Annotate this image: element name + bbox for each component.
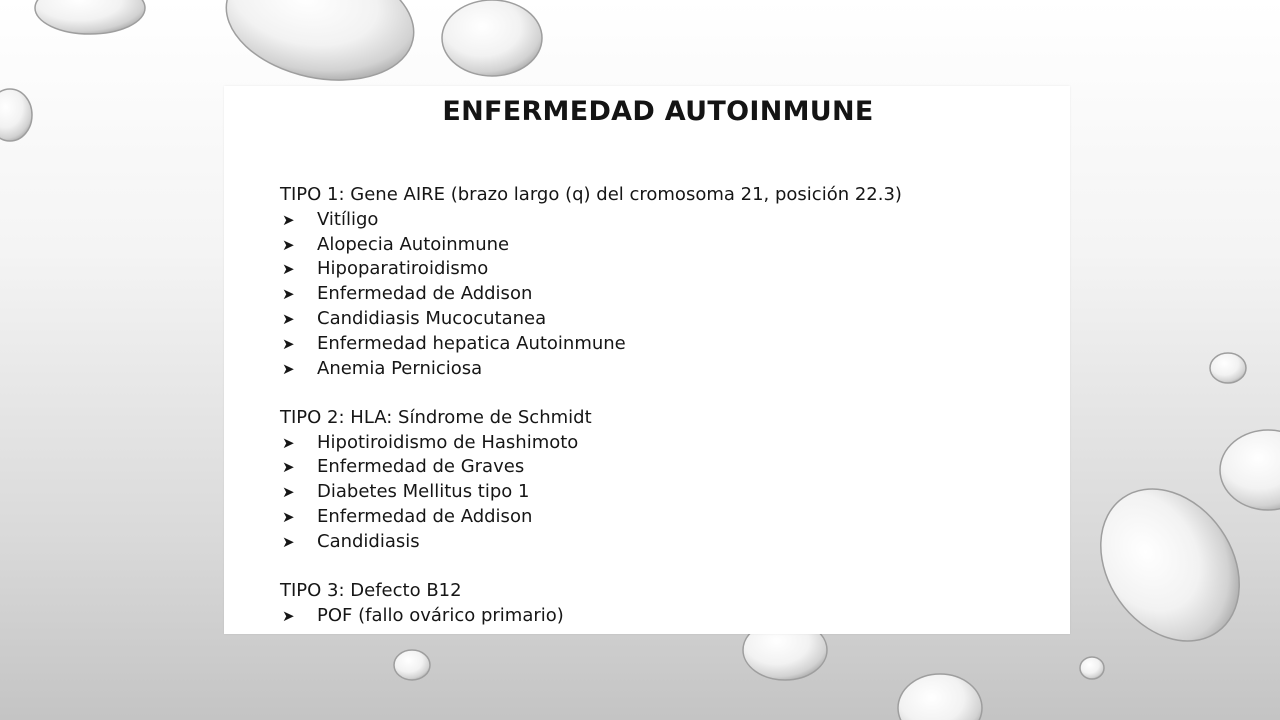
list-item-label: Vitíligo [317,208,379,230]
list-item-label: Alopecia Autoinmune [317,233,510,255]
section-tipo-2 [280,406,1060,555]
bullet-list [280,431,1060,555]
list-item-label: Enfermedad de Addison [317,506,533,528]
arrow-bullet-icon: ➤ [282,210,295,229]
arrow-bullet-icon: ➤ [282,483,295,502]
water-drop-icon [898,674,982,720]
water-drop-icon [215,0,425,96]
section-heading: TIPO 2: HLA: Síndrome de Schmidt [280,406,592,428]
list-item [280,455,1060,480]
water-drop-icon [394,650,430,680]
arrow-bullet-icon: ➤ [282,508,295,527]
arrow-bullet-icon: ➤ [282,606,295,625]
water-drop-icon [0,89,32,141]
list-item [280,431,1060,456]
arrow-bullet-icon: ➤ [282,260,295,279]
list-item [280,307,1060,332]
list-item [280,208,1060,233]
list-item-label: Enfermedad de Graves [317,456,525,478]
bullet-list [280,604,1060,629]
arrow-bullet-icon: ➤ [282,458,295,477]
list-item [280,357,1060,382]
list-item [280,282,1060,307]
arrow-bullet-icon: ➤ [282,359,295,378]
water-drop-icon [1220,430,1280,510]
list-item [280,257,1060,282]
list-item [280,604,1060,629]
arrow-bullet-icon: ➤ [282,235,295,254]
arrow-bullet-icon: ➤ [282,309,295,328]
list-item [280,233,1060,258]
arrow-bullet-icon: ➤ [282,532,295,551]
arrow-bullet-icon: ➤ [282,334,295,353]
section-tipo-3 [280,579,1060,629]
list-item-label: Hipoparatiroidismo [317,258,489,280]
list-item [280,505,1060,530]
water-drop-icon [35,0,145,34]
bullet-list [280,208,1060,382]
list-item-label: Candidiasis Mucocutanea [317,307,547,329]
arrow-bullet-icon: ➤ [282,285,295,304]
list-item [280,332,1060,357]
list-item-label: Hipotiroidismo de Hashimoto [317,431,579,453]
list-item-label: Candidiasis [317,530,420,552]
list-item-label: Anemia Perniciosa [317,357,483,379]
list-item-label: POF (fallo ovárico primario) [317,604,564,626]
water-drop-icon [442,0,542,76]
section-heading: TIPO 3: Defecto B12 [280,580,462,602]
list-item-label: Enfermedad de Addison [317,283,533,305]
section-tipo-1 [280,183,1060,381]
slide-title: ENFERMEDAD AUTOINMUNE [442,96,874,127]
list-item-label: Enfermedad hepatica Autoinmune [317,332,626,354]
list-item-label: Diabetes Mellitus tipo 1 [317,481,530,503]
list-item [280,530,1060,555]
slide-body [280,183,1060,653]
water-drop-icon [1210,353,1246,383]
list-item [280,480,1060,505]
water-drop-icon [1080,657,1104,679]
slide-content-panel [224,86,1070,634]
arrow-bullet-icon: ➤ [282,433,295,452]
section-heading: TIPO 1: Gene AIRE (brazo largo (q) del cromosoma 21, posición 22.3) [280,184,902,205]
